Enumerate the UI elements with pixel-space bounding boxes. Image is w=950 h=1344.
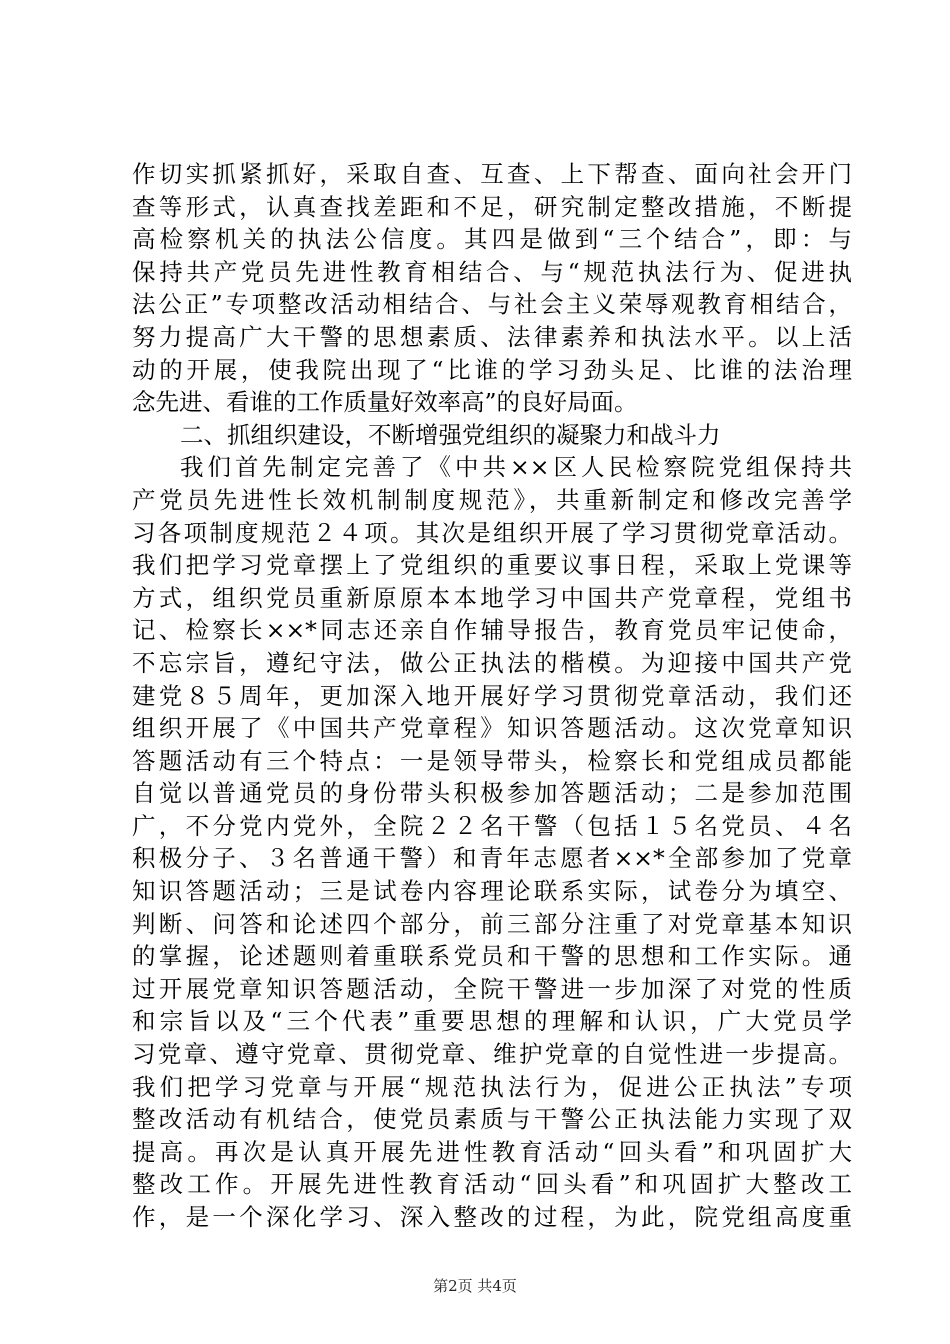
body-line: 习党章、遵守党章、贯彻党章、维护党章的自觉性进一步提高。 (132, 1040, 852, 1069)
body-line: 的掌握，论述题则着重联系党员和干警的思想和工作实际。通 (132, 942, 852, 971)
body-line: 自觉以普通党员的身份带头积极参加答题活动；二是参加范围 (132, 779, 852, 808)
body-line: 动的开展，使我院出现了“比谁的学习劲头足、比谁的法治理 (132, 355, 852, 384)
body-line: 过开展党章知识答题活动，全院干警进一步加深了对党的性质 (132, 974, 852, 1003)
body-line: 我们首先制定完善了《中共××区人民检察院党组保持共 (180, 453, 852, 482)
body-line: 高检察机关的执法公信度。其四是做到“三个结合”，即：与 (132, 225, 852, 254)
body-line: 答题活动有三个特点：一是领导带头，检察长和党组成员都能 (132, 746, 852, 775)
body-line: 知识答题活动；三是试卷内容理论联系实际，试卷分为填空、 (132, 877, 852, 906)
body-line: 整改工作。开展先进性教育活动“回头看”和巩固扩大整改工 (132, 1170, 852, 1199)
body-line: 努力提高广大干警的思想素质、法律素养和执法水平。以上活 (132, 322, 852, 351)
body-line: 广，不分党内党外，全院２２名干警（包括１５名党员、４名 (132, 811, 852, 840)
body-line: 积极分子、３名普通干警）和青年志愿者××*全部参加了党章 (132, 844, 852, 873)
body-line: 和宗旨以及“三个代表”重要思想的理解和认识，广大党员学 (132, 1007, 852, 1036)
page-number-footer: 第2页 共4页 (433, 1277, 517, 1295)
body-line: 记、检察长××*同志还亲自作辅导报告，教育党员牢记使命， (132, 616, 852, 645)
body-line: 保持共产党员先进性教育相结合、与“规范执法行为、促进执 (132, 257, 852, 286)
body-line: 方式，组织党员重新原原本本地学习中国共产党章程，党组书 (132, 583, 852, 612)
body-line: 我们把学习党章摆上了党组织的重要议事日程，采取上党课等 (132, 551, 852, 580)
body-line: 判断、问答和论述四个部分，前三部分注重了对党章基本知识 (132, 909, 852, 938)
document-body (132, 158, 852, 1234)
body-line: 产党员先进性长效机制制度规范》，共重新制定和修改完善学 (132, 485, 852, 514)
body-line: 查等形式，认真查找差距和不足，研究制定整改措施，不断提 (132, 192, 852, 221)
body-line: 建党８５周年，更加深入地开展好学习贯彻党章活动，我们还 (132, 681, 852, 710)
body-line: 作切实抓紧抓好，采取自查、互查、上下帮查、面向社会开门 (132, 160, 852, 188)
body-line: 习各项制度规范２４项。其次是组织开展了学习贯彻党章活动。 (132, 518, 852, 547)
body-line: 作，是一个深化学习、深入整改的过程，为此，院党组高度重 (132, 1203, 852, 1231)
body-line: 提高。再次是认真开展先进性教育活动“回头看”和巩固扩大 (132, 1137, 852, 1166)
body-line: 不忘宗旨，遵纪守法，做公正执法的楷模。为迎接中国共产党 (132, 648, 852, 677)
body-line: 组织开展了《中国共产党章程》知识答题活动。这次党章知识 (132, 714, 852, 743)
body-line: 念先进、看谁的工作质量好效率高”的良好局面。 (132, 388, 638, 417)
body-line: 我们把学习党章与开展“规范执法行为，促进公正执法”专项 (132, 1072, 852, 1101)
body-line: 整改活动有机结合，使党员素质与干警公正执法能力实现了双 (132, 1105, 852, 1134)
body-line: 法公正”专项整改活动相结合、与社会主义荣辱观教育相结合， (132, 290, 852, 319)
section-heading: 二、抓组织建设，不断增强党组织的凝聚力和战斗力 (180, 420, 721, 449)
